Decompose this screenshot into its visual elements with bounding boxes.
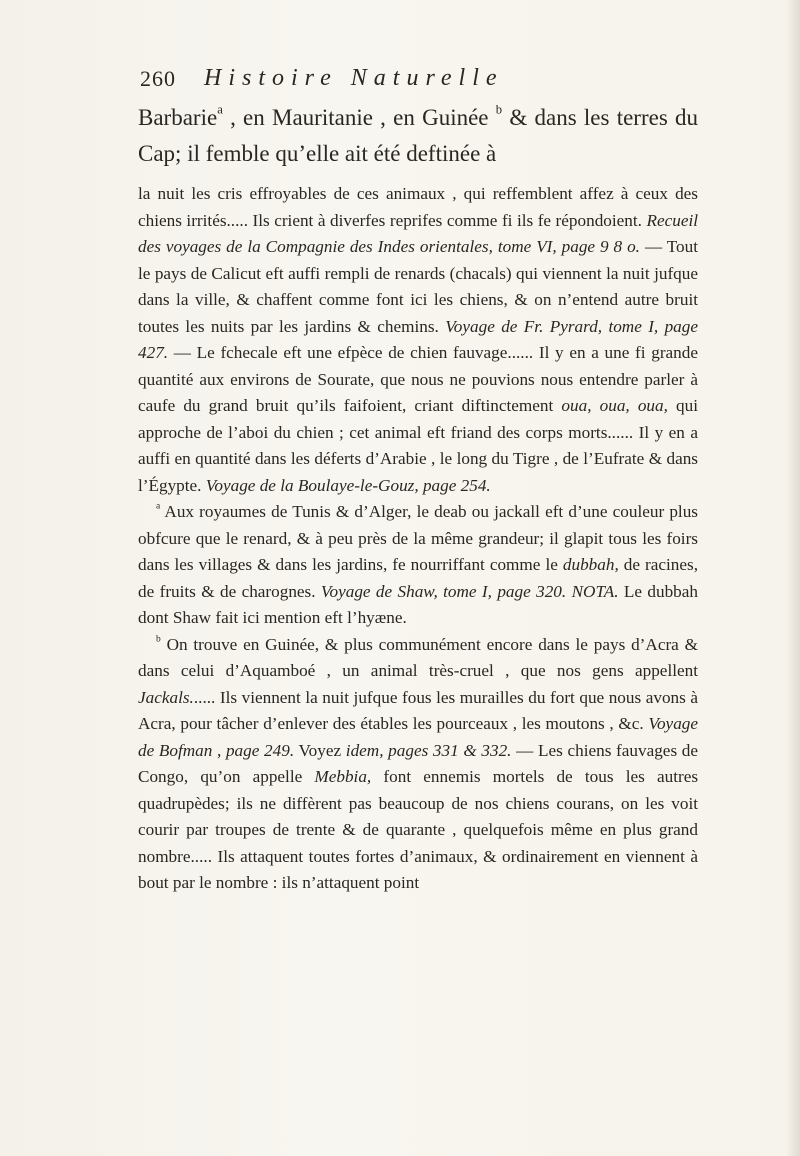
page-number: 260 (140, 66, 176, 91)
main-text-end: & dans les terres du Cap; il femble qu’elle ait été deftinée à (138, 105, 699, 166)
note-text: font ennemis mortels de tous les autres quadrupèdes; ils ne diffèrent pas beaucoup de nos chiens courans, on les voit courir par troupes de trente & de quarante , quelquefois même en plus grand nombre..... Ils attaquent toutes fortes d’animaux, & ordinairement en viennent à bout par le nombre : ils n’attaquent point (138, 767, 699, 892)
citation: idem, pages 331 & 332. (345, 740, 512, 760)
main-text (138, 100, 698, 172)
footnote-a (138, 499, 698, 632)
note-text: — Les chiens fauvages de Congo, qu’on appelle (138, 740, 699, 786)
italic-phrase: dubbah, (562, 555, 619, 574)
citation: Voyage de Bofman , page 249. (138, 714, 699, 760)
footnote-b (138, 632, 698, 897)
running-header (140, 66, 670, 96)
footnote-ref-b: b (495, 102, 503, 117)
italic-phrase: Mebbia, (314, 767, 372, 786)
continued-note (138, 181, 698, 499)
note-text: Voyez (298, 740, 342, 760)
nota-label: NOTA. (571, 581, 619, 601)
italic-phrase: oua, oua, oua, (561, 396, 668, 415)
running-title: Histoire Naturelle (204, 65, 504, 91)
note-text: la nuit les cris effroyables de ces animaux , qui reffemblent affez à ceux des chiens irrités..... Ils crient à diverfes reprifes comme fi ils fe répondoient. (138, 184, 698, 230)
citation: Voyage de Fr. Pyrard, tome I, page 427. (138, 316, 698, 362)
note-text: Le dubbah dont Shaw fait ici mention eft l’hyæne. (138, 581, 699, 627)
footnote-ref-a: a (217, 102, 223, 117)
note-text: de racines, de fruits & de charognes. (138, 555, 698, 601)
main-paragraph (138, 100, 698, 172)
footnote-marker: b (156, 634, 161, 644)
citation: Voyage de Shaw, tome I, page 320. (320, 581, 567, 601)
note-text: qui approche de l’aboi du chien ; cet animal eft friand des corps morts...... Il y en a auffi en quantité dans les déferts d’Arabie , le long du Tigre , de l’Eufrate & dans l’Égypte. (138, 396, 698, 495)
italic-phrase: Jackals. (138, 687, 194, 707)
main-text-middle: , en Mauritanie , en Guinée (230, 105, 489, 130)
main-text-start: Barbarie (138, 105, 218, 130)
note-text: — Tout le pays de Calicut eft auffi rempli de renards (chacals) qui viennent la nuit jufque dans la ville, & chaffent comme font ici les chiens, & on n’entend autre bruit toutes les nuits par les jardins & chemins. (138, 237, 699, 336)
page-edge-shadow (786, 0, 800, 1156)
citation: Recueil des voyages de la Compagnie des Indes orientales, tome VI, page 9 8 o. (138, 210, 698, 256)
note-text: Aux royaumes de Tunis & d’Alger, le deab ou jackall eft d’une couleur plus obfcure que le renard, & à peu près de la même grandeur; il glapit tous les foirs dans les villages & dans les jardins, fe nourriffant comme le (138, 502, 698, 574)
footnote-marker: a (156, 501, 161, 512)
citation: Voyage de la Boulaye-le-Gouz, page 254. (205, 475, 491, 495)
note-text: ..... Ils viennent la nuit jufque fous les murailles du fort que nous avons à Acra, pour tâcher d’enlever des étables les pourceaux , les moutons , &c. (138, 687, 698, 733)
note-text: On trouve en Guinée, & plus communément encore dans le pays d’Acra & dans celui d’Aquamboé , un animal très-cruel , que nos gens appellent (138, 634, 698, 680)
note-text: — Le fchecale eft une efpèce de chien fauvage...... Il y en a une fi grande quantité aux environs de Sourate, que nous ne pouvions nous entendre parler à caufe du grand bruit qu’ils faifoient, criant diftinctement (138, 343, 698, 415)
footnotes-block (138, 181, 698, 897)
